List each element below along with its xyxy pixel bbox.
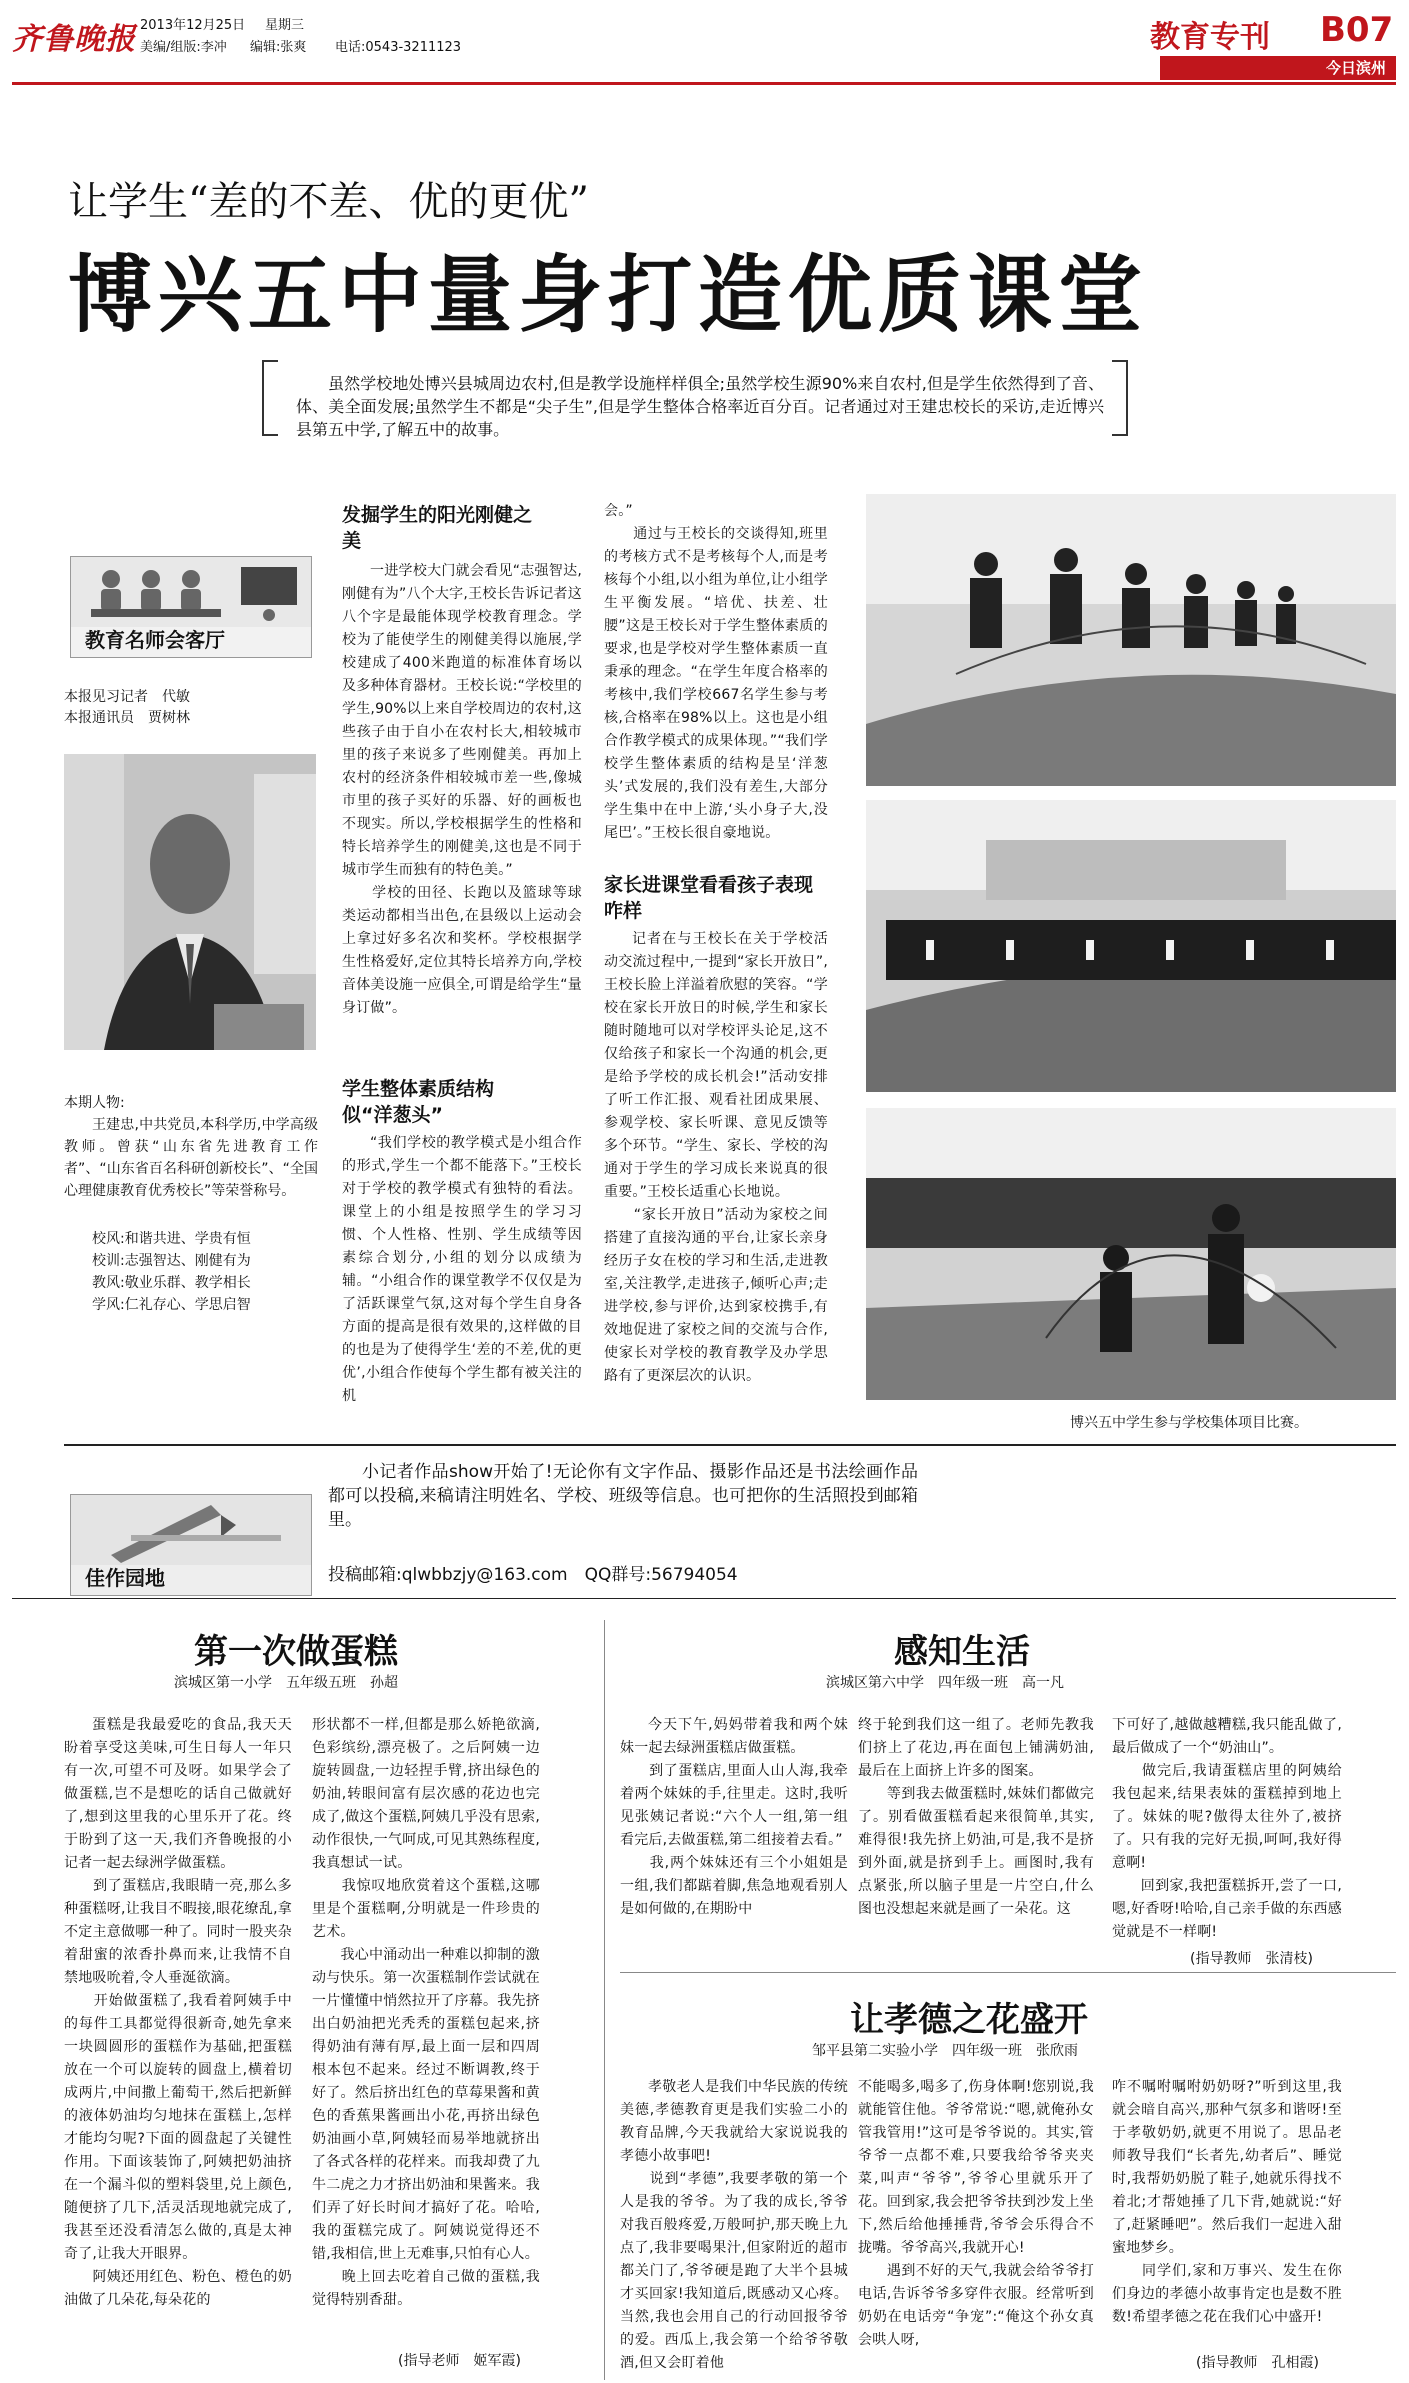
masthead-rule	[12, 82, 1396, 85]
essay3-col-b: 不能喝多,喝多了,伤身体啊!您别说,我就能管住他。爷爷常说:“嗯,就俺孙女管我管用!”这可是爷爷说的。其实,管爷爷一点都不难,只要我给爷爷夹夹菜,叫声“爷爷”,爷爷心里就乐开了花。回到家,我会把爷爷扶到沙发上坐下,然后给他捶捶背,爷爷会乐得合不拢嘴。爷爷高兴,我就开心! 遇到不好的天气,我就会给爷爷打电话,告诉爷爷多穿件衣服。经常听到奶奶在电话旁“争宠”:“俺这个孙女真会哄人呀,	[858, 2079, 1094, 2348]
garden-badge	[70, 1494, 312, 1596]
essay2-col-b: 终于轮到我们这一组了。老师先教我们挤上了花边,再在面包上铺满奶油,最后在上面挤上许多的图案。 等到我去做蛋糕时,妹妹们都做完了。别看做蛋糕看起来很简单,其实,难得很!我先挤上奶油,可是,我不是挤到外面,就是挤到手上。画图时,我有点紧张,所以脑子里是一片空白,什么图也没想起来就是画了一朵花。这	[858, 1717, 1094, 1917]
essay-divider-2	[620, 1972, 1396, 1973]
essay1-col-a: 蛋糕是我最爱吃的食品,我天天盼着享受这美味,可生日每人一年只有一次,可望不可及呀。如果学会了做蛋糕,岂不是想吃的话自己做就好了,想到这里我的心里乐开了花。终于盼到了这一天,我们齐鲁晚报的小记者一起去绿洲学做蛋糕。 到了蛋糕店,我眼睛一亮,那么多种蛋糕呀,让我目不暇接,眼花缭乱,拿不定主意做哪一种了。同时一股夹杂着甜蜜的浓香扑鼻而来,让我情不自禁地吸吮着,令人垂涎欲滴。 开始做蛋糕了,我看着阿姨手中的每件工具都觉得很新奇,她先拿来一块圆圆形的蛋糕作为基础,把蛋糕放在一个可以旋转的圆盘上,横着切成两片,中间撒上葡萄干,然后把新鲜的液体奶油均匀地抹在蛋糕上,怎样才能均匀呢?下面的圆盘起了关键性作用。下面该装饰了,阿姨把奶油挤在一个漏斗似的塑料袋里,兑上颜色,随便挤了几下,活灵活现地就完成了,我甚至还没看清怎么做的,真是太神奇了,让我大开眼界。 阿姨还用红色、粉色、橙色的奶油做了几朵花,每朵花的	[64, 1717, 292, 2308]
principal-portrait	[64, 754, 316, 1050]
garden-badge-label: 佳作园地	[85, 1566, 165, 1590]
byline-correspondent: 本报通讯员 贾树林	[64, 710, 190, 726]
subhead-sunshine: 发掘学生的阳光刚健之美	[342, 504, 533, 552]
photo-caption: 博兴五中学生参与学校集体项目比赛。	[1070, 1415, 1308, 1431]
essay2-col-a: 今天下午,妈妈带着我和两个妹妹一起去绿洲蛋糕店做蛋糕。 到了蛋糕店,里面人山人海,我牵着两个妹妹的手,往里走。这时,我听见张姨记者说:“六个人一组,第一组看完后,去做蛋糕,第二组接着去看。” 我,两个妹妹还有三个小姐姐是一组,我们都踮着脚,焦急地观看别人是如何做的,在期盼中	[620, 1717, 848, 1917]
photo-jump-rope-3	[866, 1108, 1396, 1400]
essay-divider-1	[604, 1620, 605, 2380]
phone-credit: 电话:0543-3211123	[335, 40, 462, 55]
headline-title: 博兴五中量身打造优质课堂	[68, 246, 1149, 344]
byline-reporter: 本报见习记者 代敏	[64, 689, 190, 705]
lede-bracket-right	[1112, 360, 1128, 436]
article-col1-part2: “我们学校的教学模式是小组合作的形式,学生一个都不能落下。”王校长对于学校的教学模式有独特的看法。课堂上的小组是按照学生的学习习惯、个人性格、性别、学生成绩等因素综合划分,小组的划分以成绩为辅。“小组合作的课堂教学不仅仅是为了活跃课堂气氛,这对每个学生自身各方面的提高是很有效果的,这样做的目的也是为了使得学生‘差的不差,优的更优’,小组合作使每个学生都有被关注的机	[342, 1135, 582, 1404]
essay2-col-c: 下可好了,越做越糟糕,我只能乱做了,最后做成了一个“奶油山”。 做完后,我请蛋糕店里的阿姨给我包起来,结果表妹的蛋糕掉到地上了。妹妹的呢?傲得太往外了,被挤了。只有我的完好无损,呵呵,我好得意啊! 回到家,我把蛋糕拆开,尝了一口,嗯,好香呀!哈哈,自己亲手做的东西感觉就是不一样啊!	[1112, 1717, 1342, 1940]
sub-section-tag	[1160, 56, 1396, 80]
essay1-byline: 滨城区第一小学 五年级五班 孙超	[174, 1675, 398, 1691]
pen-writing-illustration	[71, 1495, 311, 1565]
essay2-title: 感知生活	[894, 1632, 1030, 1672]
motto-school-motto: 校训:志强智达、刚健有为	[92, 1253, 251, 1269]
issue-weekday: 星期三	[265, 18, 305, 33]
motto-school-spirit: 校风:和谐共进、学贵有恒	[92, 1231, 251, 1247]
subhead-parents: 家长进课堂看看孩子表现咋样	[604, 874, 814, 922]
essay2-byline: 滨城区第六中学 四年级一班 高一凡	[826, 1675, 1064, 1691]
person-heading: 本期人物:	[64, 1095, 125, 1111]
designer-credit: 美编/组版:李冲	[140, 40, 227, 55]
garden-notice: 小记者作品show开始了!无论你有文字作品、摄影作品还是书法绘画作品都可以投稿,来稿请注明姓名、学校、班级等信息。也可把你的生活照投到邮箱里。	[328, 1462, 918, 1530]
person-bio: 王建忠,中共党员,本科学历,中学高级教师。曾获“山东省先进教育工作者”、“山东省百名科研创新校长”、“全国心理健康教育优秀校长”等荣誉称号。	[64, 1117, 318, 1199]
essay3-col-c: 咋不嘱咐嘱咐奶奶呀?”听到这里,我就会暗自高兴,那种气氛多和谐呀!至于孝敬奶奶,就更不用说了。思品老师教导我们“长者先,幼者后”、睡觉时,我帮奶奶脱了鞋子,她就乐得找不着北;才帮她捶了几下背,她就说:“好了,赶紧睡吧”。然后我们一起进入甜蜜地梦乡。 同学们,家和万事兴、发生在你们身边的孝德小故事肯定也是数不胜数!希望孝德之花在我们心中盛开!	[1112, 2079, 1342, 2325]
photo-jump-rope-1	[866, 494, 1396, 786]
subhead-onion: 学生整体素质结构似“洋葱头”	[342, 1078, 495, 1126]
headline-kicker: 让学生“差的不差、优的更优”	[68, 179, 589, 225]
school-mottos	[92, 1228, 318, 1316]
motto-study-style: 学风:仁礼存心、学思启智	[92, 1297, 251, 1313]
garden-contact: 投稿邮箱:qlwbbzjy@163.com QQ群号:56794054	[328, 1565, 738, 1585]
issue-date: 2013年12月25日	[140, 18, 246, 33]
motto-teaching-style: 教风:敬业乐群、教学相长	[92, 1275, 251, 1291]
essay2-teacher: (指导教师 张清枝)	[1190, 1951, 1313, 1967]
essay1-title: 第一次做蛋糕	[194, 1632, 398, 1672]
photo-jump-rope-2	[866, 800, 1396, 1092]
lede-text: 虽然学校地处博兴县城周边农村,但是教学设施样样俱全;虽然学校生源90%来自农村,但是学生依然得到了音、体、美全面发展;虽然学生不都是“尖子生”,但是学生整体合格率近百分百。记者通过对王建忠校长的采访,走近博兴县第五中学,了解五中的故事。	[296, 374, 1104, 439]
paper-logo: 齐鲁晚报	[12, 22, 136, 57]
column-badge-label: 教育名师会客厅	[85, 628, 225, 652]
garden-top-rule	[64, 1444, 1396, 1446]
classroom-illustration	[71, 557, 311, 627]
sub-section-label: 今日滨州	[1325, 59, 1386, 77]
editor-credit: 编辑:张爽	[250, 40, 307, 55]
essay1-col-b: 形状都不一样,但都是那么娇艳欲滴,色彩缤纷,漂亮极了。之后阿姨一边旋转圆盘,一边轻捏手臂,挤出绿色的奶油,转眼间富有层次感的花边也完成了,做这个蛋糕,阿姨几乎没有思索,动作很快,一气呵成,可见其熟练程度,我真想试一试。 我惊叹地欣赏着这个蛋糕,这哪里是个蛋糕啊,分明就是一件珍贵的艺术。 我心中涌动出一种难以抑制的激动与快乐。第一次蛋糕制作尝试就在一片懂懂中悄然拉开了序幕。我先挤出白奶油把光秃秃的蛋糕包起来,挤得奶油有薄有厚,最上面一层和四周根本包不起来。经过不断调教,终于好了。然后挤出红色的草莓果酱和黄色的香蕉果酱画出小花,再挤出绿色奶油画小草,阿姨轻而易举地就挤出了各式各样的花样来。而我却费了九牛二虎之力才挤出奶油和果酱来。我们弄了好长时间才搞好了花。哈哈,我的蛋糕完成了。阿姨说觉得还不错,我相信,世上无难事,只怕有心人。 晚上回去吃着自己做的蛋糕,我觉得特别香甜。	[312, 1717, 540, 2308]
section-title: 教育专刊	[1150, 20, 1270, 55]
lede-bracket-left	[262, 360, 278, 436]
essay3-title: 让孝德之花盛开	[850, 2000, 1088, 2040]
article-col2-part2: 记者在与王校长在关于学校活动交流过程中,一提到“家长开放日”,王校长脸上洋溢着欣慰的笑容。“学校在家长开放日的时候,学生和家长随时随地可以对学校评头论足,这不仅给孩子和家长一个沟通的机会,更是给予学校的成长机会!”活动安排了听工作汇报、观看社团成果展、参观学校、家长听课、意见反馈等多个环节。“学生、家长、学校的沟通对于学生的学习成长来说真的很重要。”王校长适重心长地说。 “家长开放日”活动为家校之间搭建了直接沟通的平台,让家长亲身经历子女在校的学习和生活,走进教室,关注教学,走进孩子,倾听心声;走进学校,参与评价,达到家校携手,有效地促进了家校之间的交流与合作,使家长对学校的教育教学及办学思路有了更深层次的认识。	[604, 931, 828, 1384]
article-col1-part1: 一进学校大门就会看见“志强智达,刚健有为”八个大字,王校长告诉记者这八个字是最能体现学校教育理念。学校为了能使学生的刚健美得以施展,学校建成了400米跑道的标准体育场以及多种体育器材。王校长说:“学校里的学生,90%以上来自学校周边的农村,这些孩子由于自小在农村长大,相较城市里的孩子来说多了些刚健美。再加上农村的经济条件相较城市差一些,像城市里的孩子买好的乐器、好的画板也不现实。所以,学校根据学生的性格和特长培养学生的刚健美,这也是不同于城市学生而独有的特色美。” 学校的田径、长跑以及篮球等球类运动都相当出色,在县级以上运动会上拿过好多名次和奖杯。学校根据学生性格爱好,定位其特长培养方向,学校音体美设施一应俱全,可谓是给学生“量身订做”。	[342, 563, 582, 1016]
article-col2-part1: 会。” 通过与王校长的交谈得知,班里的考核方式不是考核每个人,而是考核每个小组,以小组为单位,让小组学生平衡发展。“培优、扶差、壮腰”这是王校长对于学生整体素质的要求,也是学校对学生整体素质一直秉承的理念。“在学生年度合格率的考核中,我们学校667名学生参与考核,合格率在98%以上。这也是小组合作教学模式的成果体现。”“我们学校学生整体素质的结构是呈‘洋葱头’式发展的,我们没有差生,大部分学生集中在中上游,‘头小身子大,没尾巴’。”王校长很自豪地说。	[604, 503, 828, 841]
column-badge	[70, 556, 312, 658]
essay3-teacher: (指导教师 孔相霞)	[1196, 2355, 1319, 2371]
essay3-col-a: 孝敬老人是我们中华民族的传统美德,孝德教育更是我们实验二小的教育品牌,今天我就给大家说说我的孝德小故事吧! 说到“孝德”,我要孝敬的第一个人是我的爷爷。为了我的成长,爷爷对我百般疼爱,万般呵护,那天晚上九点了,我非要喝果汁,但家附近的超市都关门了,爷爷硬是跑了大半个县城才买回家!我知道后,既感动又心疼。当然,我也会用自己的行动回报爷爷的爱。西瓜上,我会第一个给爷爷敬酒,但又会盯着他	[620, 2079, 848, 2371]
page-number: B07	[1320, 10, 1394, 50]
essay1-teacher: (指导老师 姬军霞)	[398, 2353, 521, 2369]
garden-bottom-rule	[12, 1598, 1396, 1599]
essay3-byline: 邹平县第二实验小学 四年级一班 张欣雨	[812, 2043, 1078, 2059]
